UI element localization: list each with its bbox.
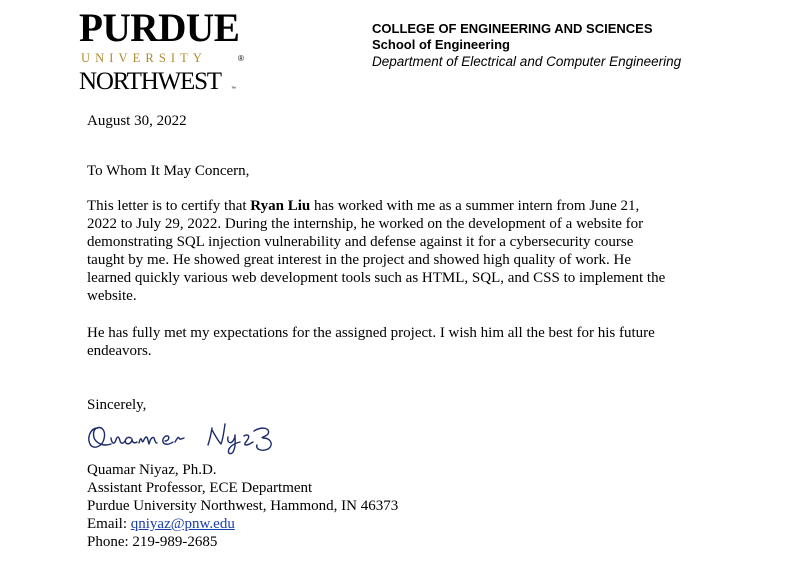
intro-text: This letter is to certify that: [87, 198, 251, 214]
logo-registered-mark: ®: [238, 54, 244, 63]
closing: Sincerely,: [87, 397, 147, 413]
college-heading: COLLEGE OF ENGINEERING AND SCIENCES: [372, 21, 653, 36]
logo-purdue-text: PURDUE: [79, 5, 240, 50]
signer-phone: Phone: 219-989-2685: [87, 534, 218, 550]
signature-drawing: [84, 414, 294, 456]
paragraph-line: endeavors.: [87, 343, 152, 359]
signer-name: Quamar Niyaz, Ph.D.: [87, 462, 217, 478]
department-heading: Department of Electrical and Computer Engineering: [372, 54, 682, 69]
intern-name: Ryan Liu: [250, 198, 311, 214]
paragraph-line: [87, 197, 665, 215]
signer-address: Purdue University Northwest, Hammond, IN 46373: [87, 498, 399, 514]
intro-text-rest: has worked with me as a summer intern from June 21,: [310, 198, 640, 214]
handwritten-signature: [84, 414, 294, 456]
email-label: Email:: [87, 516, 131, 532]
paragraph-line: taught by me. He showed great interest in the project and showed high quality of work. He: [87, 252, 632, 268]
paragraph-line: website.: [87, 288, 137, 304]
paragraph-line: He has fully met my expectations for the assigned project. I wish him all the best for his future: [87, 325, 655, 341]
paragraph-line: 2022 to July 29, 2022. During the internship, he worked on the development of a website for: [87, 216, 644, 232]
email-link[interactable]: qniyaz@pnw.edu: [130, 516, 235, 532]
logo-northwest-text: NORTHWEST: [79, 68, 221, 95]
body-paragraph-1: [87, 197, 665, 305]
signer-email-line: [87, 515, 235, 533]
signer-title: Assistant Professor, ECE Department: [87, 480, 313, 496]
logo-university-text: UNIVERSITY: [81, 51, 207, 65]
body-paragraph-2: [87, 324, 655, 360]
salutation: To Whom It May Concern,: [87, 163, 250, 179]
paragraph-line: demonstrating SQL injection vulnerability and defense against it for a cybersecurity course: [87, 234, 634, 250]
school-heading: School of Engineering: [372, 37, 510, 52]
logo-trademark: ™: [231, 86, 236, 92]
paragraph-line: learned quickly various web development tools such as HTML, SQL, and CSS to implement the: [87, 270, 666, 286]
purdue-northwest-logo: [79, 5, 249, 95]
letter-date: August 30, 2022: [87, 113, 187, 129]
